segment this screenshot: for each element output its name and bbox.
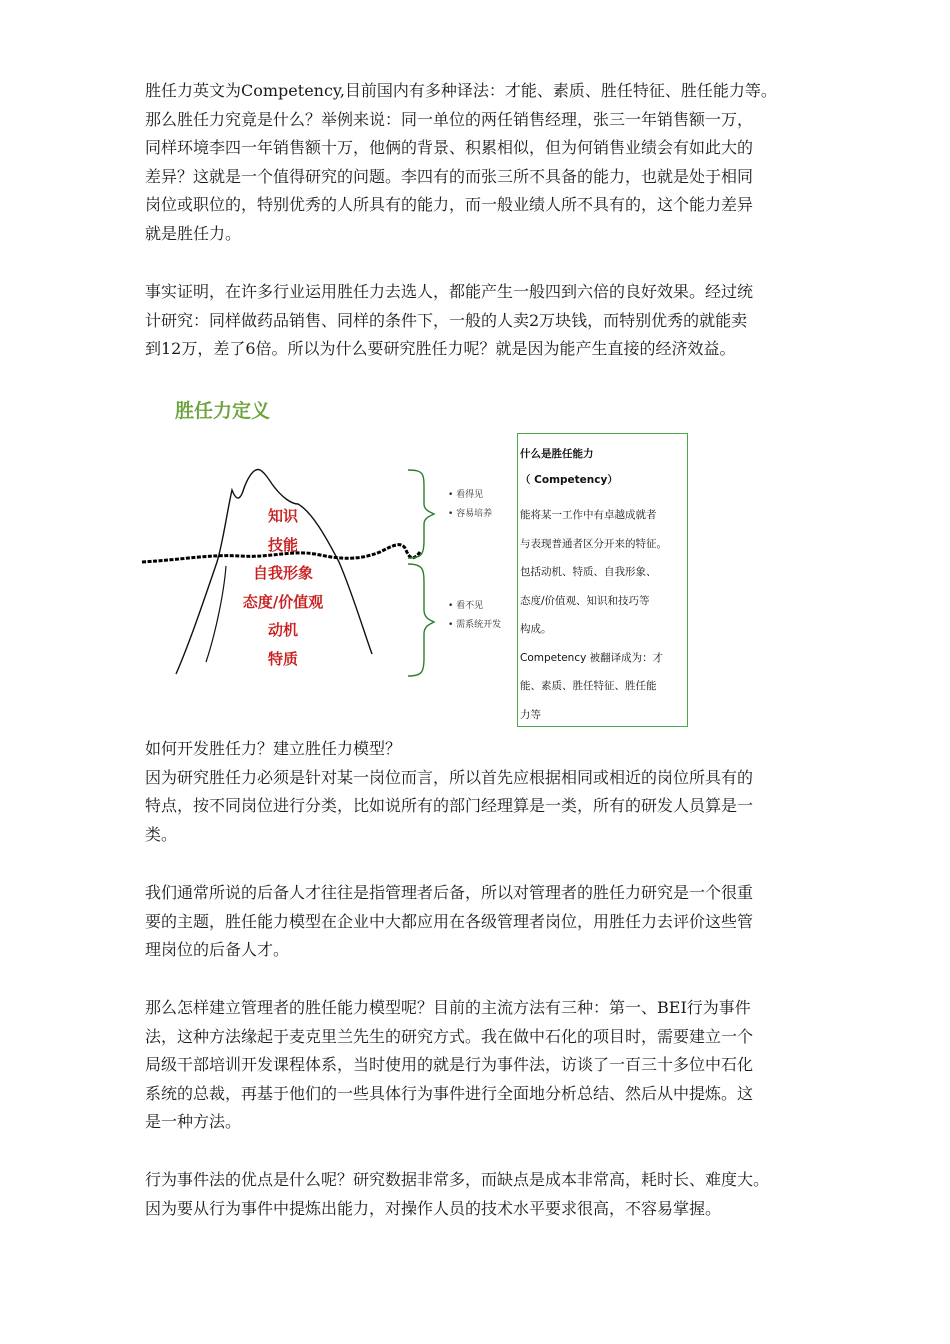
text-line: 局级干部培训开发课程体系，当时使用的就是行为事件法，访谈了一百三十多位中石化 — [145, 1055, 754, 1075]
text-line: 差异？这就是一个值得研究的问题。李四有的而张三所不具备的能力，也就是处于相同 — [145, 166, 754, 186]
text-line: 到12万，差了6倍。所以为什么要研究胜任力呢？就是因为能产生直接的经济效益。 — [145, 339, 736, 359]
definition-line: 与表现普通者区分开来的特征。 — [520, 537, 667, 550]
definition-box — [517, 433, 688, 727]
definition-line: 能、素质、胜任特征、胜任能 — [520, 680, 657, 692]
text-line: 是一种方法。 — [145, 1112, 242, 1132]
text-line: 行为事件法的优点是什么呢？研究数据非常多，而缺点是成本非常高，耗时长、难度大。 — [145, 1170, 770, 1189]
text-line: 因为要从行为事件中提炼出能力，对操作人员的技术水平要求很高，不容易掌握。 — [145, 1198, 722, 1218]
layer-traits: 特质 — [267, 650, 299, 668]
text-line: 系统的总裁，再基于他们的一些具体行为事件进行全面地分析总结、然后从中提炼。这 — [145, 1083, 754, 1103]
text-line: 法，这种方法缘起于麦克里兰先生的研究方式。我在做中石化的项目时，需要建立一个 — [145, 1026, 754, 1046]
definition-subtitle: （ Competency） — [520, 474, 618, 486]
text-line: 就是胜任力。 — [145, 223, 242, 243]
brace-hidden-icon — [408, 564, 434, 676]
layer-self-image: 自我形象 — [252, 564, 314, 582]
text-line: 那么怎样建立管理者的胜任能力模型呢？目前的主流方法有三种：第一、BEI行为事件 — [145, 998, 751, 1017]
text-line: 要的主题，胜任能力模型在企业中大都应用在各级管理者岗位，用胜任力去评价这些管 — [145, 911, 754, 931]
layer-skills: 技能 — [267, 536, 299, 554]
paragraph-pros-cons — [145, 1166, 885, 1223]
paragraph-evidence — [145, 278, 885, 364]
definition-line: 包括动机、特质、自我形象、 — [520, 566, 657, 578]
layer-knowledge: 知识 — [267, 507, 299, 525]
brace-visible-icon — [408, 470, 434, 558]
paragraph-successors — [145, 879, 885, 965]
text-line: 我们通常所说的后备人才往往是指管理者后备，所以对管理者的胜任力研究是一个很重 — [145, 883, 754, 902]
figure-title: 胜任力定义 — [175, 400, 271, 422]
note-systematic-dev: • 需系统开发 — [448, 620, 502, 630]
layer-motives: 动机 — [267, 621, 299, 639]
definition-line: Competency 被翻译成为：才 — [520, 651, 664, 664]
iceberg-base-curve — [206, 566, 226, 662]
paragraph-how-to-develop — [145, 735, 885, 849]
iceberg-illustration — [140, 392, 520, 732]
text-line: 岗位或职位的，特别优秀的人所具有的能力，而一般业绩人所不具有的，这个能力差异 — [145, 195, 754, 215]
text-line: 计研究：同样做药品销售、同样的条件下，一般的人卖2万块钱，而特别优秀的就能卖 — [145, 310, 748, 330]
text-line: 那么胜任力究竟是什么？举例来说：同一单位的两任销售经理，张三一年销售额一万， — [145, 109, 754, 129]
note-invisible: • 看不见 — [448, 601, 484, 611]
text-line: 特点，按不同岗位进行分类，比如说所有的部门经理算是一类，所有的研发人员算是一 — [145, 796, 754, 816]
text-line: 同样环境李四一年销售额十万，他俩的背景、积累相似，但为何销售业绩会有如此大的 — [145, 138, 754, 158]
text-line: 如何开发胜任力？建立胜任力模型？ — [145, 739, 402, 758]
definition-title: 什么是胜任能力 — [520, 448, 594, 460]
text-line: 类。 — [145, 824, 178, 844]
paragraph-bei-method — [145, 994, 885, 1137]
competency-iceberg-figure — [140, 392, 700, 732]
text-line: 胜任力英文为Competency,目前国内有多种译法：才能、素质、胜任特征、胜任能力等。 — [145, 81, 777, 100]
layer-attitude-values: 态度/价值观 — [242, 593, 324, 611]
definition-line: 构成。 — [520, 623, 552, 635]
text-line: 理岗位的后备人才。 — [145, 940, 290, 960]
text-line: 事实证明，在许多行业运用胜任力去选人，都能产生一般四到六倍的良好效果。经过统 — [145, 282, 754, 301]
definition-line: 态度/价值观、知识和技巧等 — [520, 594, 650, 607]
note-easy-train: • 容易培养 — [448, 509, 493, 519]
paragraph-competency-intro — [145, 77, 885, 249]
definition-line: 能将某一工作中有卓越成就者 — [520, 509, 657, 521]
definition-line: 力等 — [520, 708, 541, 721]
note-visible: • 看得见 — [448, 490, 484, 500]
text-line: 因为研究胜任力必须是针对某一岗位而言，所以首先应根据相同或相近的岗位所具有的 — [145, 767, 754, 787]
